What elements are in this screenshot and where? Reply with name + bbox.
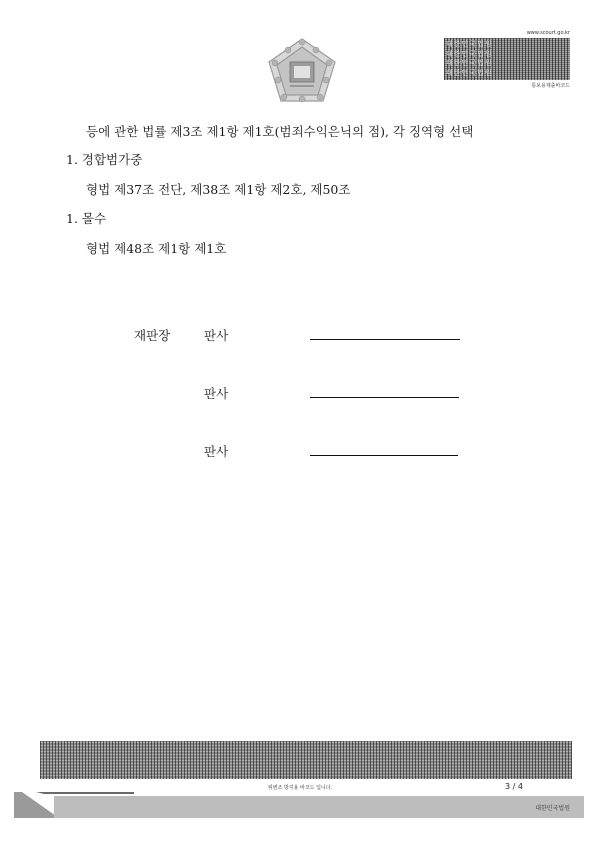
signature-line — [310, 397, 459, 398]
body-text-line: 형법 제48조 제1항 제1호 — [86, 241, 227, 256]
barcode-caption: 통보용제출바코드 — [531, 83, 570, 89]
barcode-bottom-caption: 위변조 방지용 바코드 입니다. — [267, 785, 333, 791]
signature-line — [310, 339, 460, 340]
section-heading: 1. 몰수 — [66, 211, 107, 226]
presiding-judge-title: 재판장 — [134, 328, 171, 343]
judge-label: 판사 — [204, 386, 229, 401]
body-text-line: 등에 관한 법률 제3조 제1항 제1호(범죄수익은닉의 점), 각 징역형 선택 — [86, 124, 474, 139]
judge-label: 판사 — [204, 328, 229, 343]
barcode-watermark-text — [446, 40, 508, 78]
footer-band — [14, 790, 584, 820]
barcode-url-text: www.scourt.go.kr — [526, 30, 570, 36]
anti-forgery-barcode — [40, 741, 572, 779]
footer-court-name: 대한민국법원 — [535, 805, 570, 812]
barcode-watermark-line: 대한민국법원 — [446, 40, 493, 48]
barcode-watermark-line: 대한민국법원 — [446, 68, 493, 77]
body-text-line: 형법 제37조 전단, 제38조 제1항 제2호, 제50조 — [86, 182, 351, 197]
section-heading: 1. 경합범가중 — [66, 152, 143, 167]
page-number: 3 / 4 — [505, 782, 523, 791]
court-emblem-icon — [266, 36, 338, 104]
judge-label: 판사 — [204, 444, 229, 459]
barcode-watermark-line: 대한민국법원 — [446, 49, 493, 58]
barcode-watermark-line: 대한민국법원 — [446, 59, 493, 68]
signature-line — [310, 455, 458, 456]
